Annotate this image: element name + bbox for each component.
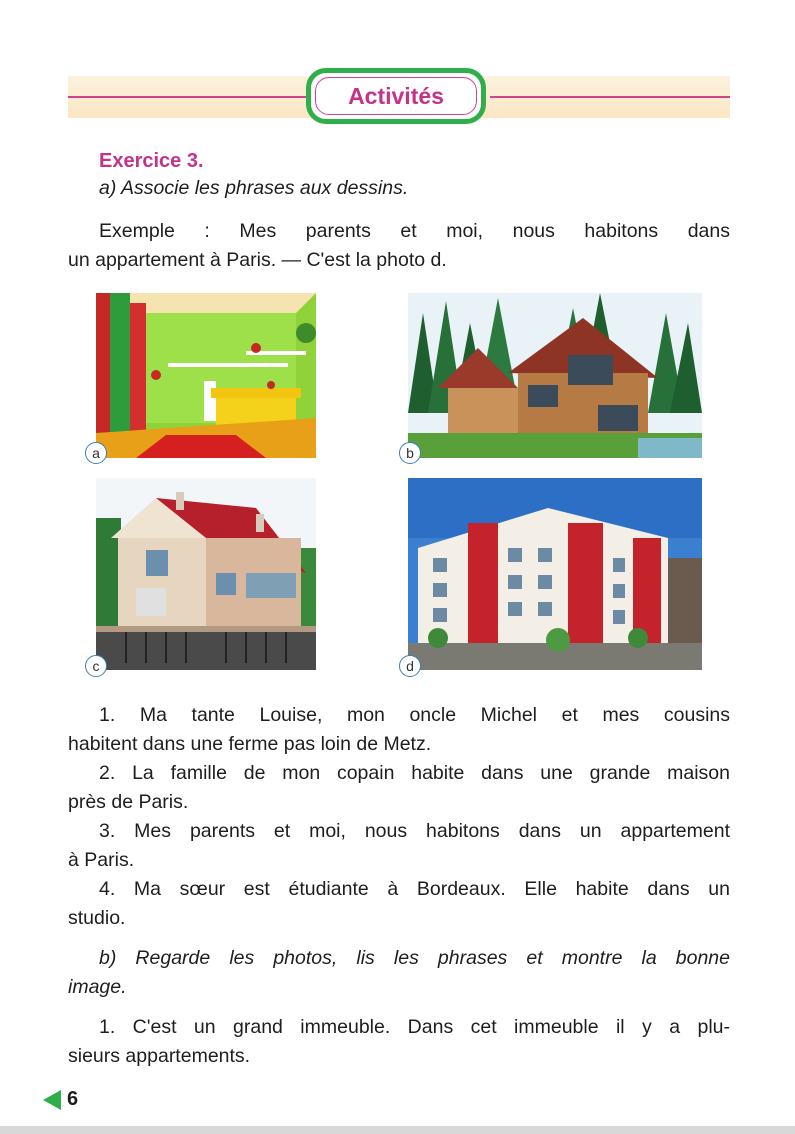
part-b-sentence-line-2: sieurs appartements. bbox=[68, 1045, 251, 1067]
example-line-1: Exemple : Mes parents et moi, nous habitons dans bbox=[99, 220, 730, 242]
photo-apartment-building bbox=[408, 478, 702, 670]
part-a-instruction: a) Associe les phrases aux dessins. bbox=[99, 177, 409, 199]
sentence-3-line-1: 3. Mes parents et moi, nous habitons dans un appartement bbox=[99, 820, 730, 842]
exercise-title: Exercice 3. bbox=[99, 150, 204, 172]
banner-line-right bbox=[490, 96, 730, 98]
banner-line-left bbox=[68, 96, 308, 98]
photo-label-d: d bbox=[399, 655, 421, 677]
section-title-pill bbox=[306, 68, 486, 124]
page-arrow-icon bbox=[43, 1090, 61, 1110]
photo-living-room bbox=[96, 293, 316, 458]
part-b-line-2: image. bbox=[68, 976, 127, 998]
sentence-4-line-2: studio. bbox=[68, 907, 126, 929]
photo-log-house bbox=[408, 293, 702, 458]
sentence-2-line-1: 2. La famille de mon copain habite dans une grande maison bbox=[99, 762, 730, 784]
photo-label-c: c bbox=[85, 655, 107, 677]
sentence-2-line-2: près de Paris. bbox=[68, 791, 189, 813]
part-b-sentence-line-1: 1. C'est un grand immeuble. Dans cet immeuble il y a plu- bbox=[99, 1016, 730, 1038]
sentence-3-line-2: à Paris. bbox=[68, 849, 135, 871]
part-b-line-1: b) Regarde les photos, lis les phrases et montre la bonne bbox=[99, 947, 730, 969]
sentence-1-line-2: habitent dans une ferme pas loin de Metz. bbox=[68, 733, 432, 755]
bottom-edge bbox=[0, 1126, 795, 1134]
sentence-4-line-1: 4. Ma sœur est étudiante à Bordeaux. Elle habite dans un bbox=[99, 878, 730, 900]
sentence-1-line-1: 1. Ma tante Louise, mon oncle Michel et mes cousins bbox=[99, 704, 730, 726]
page-number-block bbox=[43, 1088, 78, 1111]
photo-label-a: a bbox=[85, 442, 107, 464]
page-number: 6 bbox=[67, 1088, 79, 1110]
example-line-2: un appartement à Paris. — C'est la photo d. bbox=[68, 249, 447, 271]
photo-label-b: b bbox=[399, 442, 421, 464]
photo-suburban-house bbox=[96, 478, 316, 670]
section-title: Activités bbox=[315, 77, 477, 115]
